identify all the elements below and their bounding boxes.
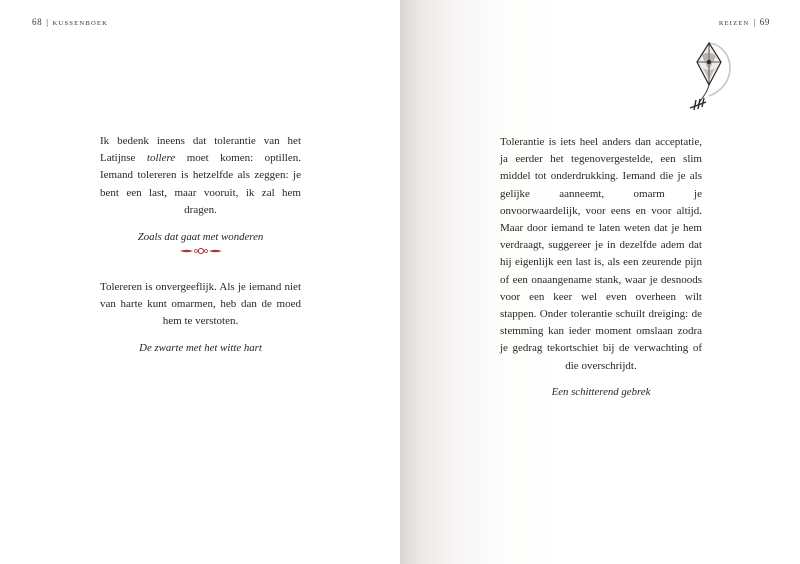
latin-term: tollere bbox=[146, 152, 176, 165]
quote-source: Zoals dat gaat met wonderen bbox=[137, 231, 264, 244]
folio-separator: | bbox=[46, 17, 49, 27]
quote-block bbox=[100, 279, 301, 354]
quote-source: Een schitterend gebrek bbox=[551, 385, 651, 398]
kite-illustration-icon bbox=[680, 40, 738, 120]
page-header-right bbox=[719, 17, 770, 27]
book-title: KUSSENBOEK bbox=[52, 20, 109, 27]
quote-block bbox=[100, 133, 301, 243]
quote-text: Tolerantie is iets heel anders dan acceptatie, ja eerder het tegenovergestelde, een slim middel tot onderdrukking. Iemand die je als gelijke aanneemt, omarm je onvoorwaardelijk, voor eens en voor altijd. Maar door iemand te laten weten dat je hem verdraagt, suggereer je in dezelfde adem dat hij eigenlijk een last is, als een zeurende pijn of een onaangename stank, waar je desnoods voor een keer wel even overheen wilt stappen. Onder tolerantie schuilt dreiging: de stemming kan ieder moment omslaan zodra je gedrag tekortschiet bij de verwachting of die overschrijdt. bbox=[500, 136, 702, 372]
quote-text: Ik bedenk ineens dat tolerantie van het Latijnse tollere moet komen: optillen. Iemand tolereren is hetzelfde als zeggen: je bent een last, maar vooruit, ik zal hem dragen. bbox=[100, 135, 301, 216]
quote-block bbox=[500, 134, 702, 398]
page-header-left bbox=[32, 17, 108, 27]
folio-separator: | bbox=[753, 17, 756, 27]
quote-source: De zwarte met het witte hart bbox=[139, 341, 262, 354]
page-number-left: 68 bbox=[32, 17, 43, 27]
ornament-flourish-icon bbox=[179, 247, 223, 255]
chapter-title: REIZEN bbox=[718, 20, 750, 27]
quote-text: Tolereren is onvergeeflijk. Als je iemand niet van harte kunt omarmen, heb dan de moed hem te verstoten. bbox=[100, 281, 301, 328]
right-page bbox=[400, 0, 800, 564]
page-number-right: 69 bbox=[759, 17, 770, 27]
